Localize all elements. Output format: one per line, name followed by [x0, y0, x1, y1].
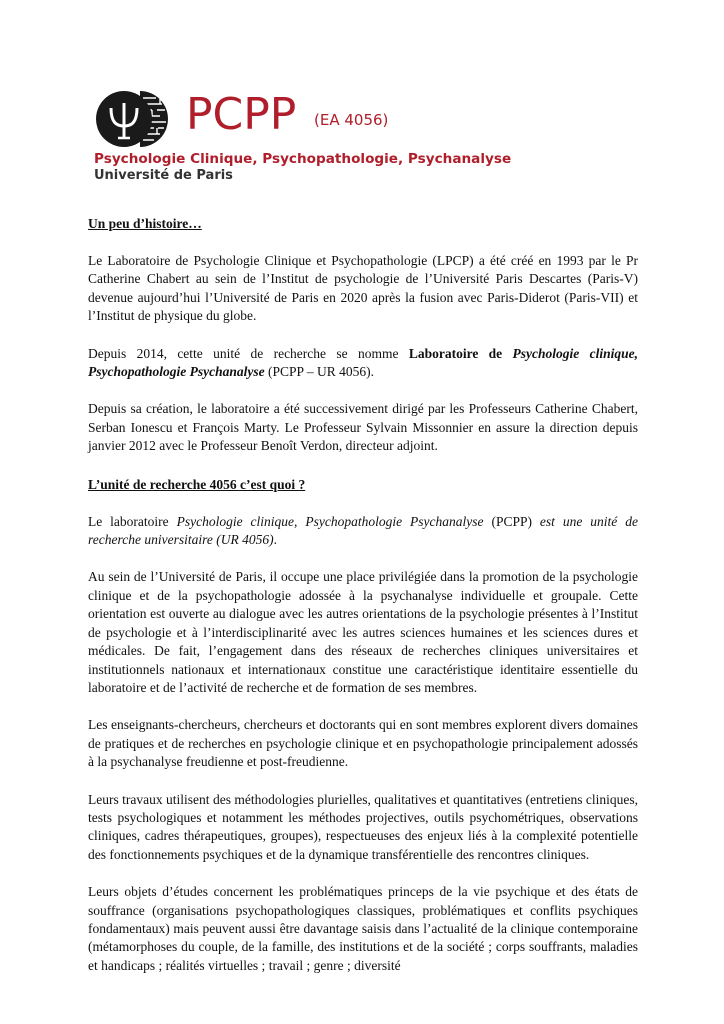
paragraph	[88, 568, 638, 697]
text-run: Psychologie clinique, Psychopathologie Psychanalyse	[88, 345, 638, 380]
text-run: (PCPP)	[483, 513, 540, 529]
logo-acronym: PCPP	[186, 89, 297, 140]
text-run: Psychologie clinique, Psychopathologie Psychanalyse	[176, 513, 484, 529]
paragraph	[88, 252, 638, 326]
pcpp-logo	[94, 88, 554, 192]
paragraph	[88, 883, 638, 975]
text-run: Le laboratoire	[88, 513, 177, 529]
logo-university: Université de Paris	[94, 168, 233, 183]
text-run: Laboratoire de	[408, 345, 513, 361]
text-run: Les enseignants-chercheurs, chercheurs et doctorants qui en sont membres explorent divers domaines de pratiques et de recherches en psychologie clinique et en psychopathologie principalement adossés à la psychanalyse freudienne et post-freudienne.	[88, 717, 638, 770]
logo-subtitle: Psychologie Clinique, Psychopathologie, Psychanalyse	[94, 151, 512, 167]
paragraph	[88, 716, 638, 771]
text-run: Leurs travaux utilisent des méthodologies plurielles, qualitatives et quantitatives (entretiens cliniques, tests psychologiques et notamment les méthodes projectives, outils psychométriques, observations cliniques, cadres thérapeutiques, groupes), respectueuses des enjeux liés à la complexité potentielle des fonctionnements psychiques et de la dynamique transférentielle des rencontres cliniques.	[88, 791, 638, 862]
section-heading: Un peu d’histoire…	[88, 216, 202, 231]
text-run: .	[273, 532, 277, 548]
text-run: Depuis 2014, cette unité de recherche se nomme	[88, 345, 409, 361]
document-body	[88, 214, 638, 994]
paragraph	[88, 513, 638, 550]
text-run: Au sein de l’Université de Paris, il occupe une place privilégiée dans la promotion de la psychologie clinique et de la psychopathologie adossée à la psychanalyse individuelle et groupale. Cette orientation est ouverte au dialogue avec les autres orientations de la psychologie présentes à l’Institut de psychologie et à l’interdisciplinarité avec les autres sciences humaines et les sciences dures et médicales. De fait, l’engagement dans des réseaux de recherches cliniques universitaires et institutionnels nationaux et internationaux constitue une caractéristique identitaire essentielle du laboratoire et de l’activité de recherche et de formation de ses membres.	[88, 569, 638, 695]
logo-code: (EA 4056)	[314, 111, 389, 129]
paragraph	[88, 400, 638, 455]
paragraph	[88, 791, 638, 865]
text-run: est une unité de recherche universitaire (UR 4056)	[88, 513, 638, 548]
text-run: (PCPP – UR 4056).	[264, 364, 375, 380]
text-run: Leurs objets d’études concernent les problématiques princeps de la vie psychique et des états de souffrance (organisations psychopathologiques classiques, problématiques et conflits psychiques fondamentaux) mais peuvent aussi être davantage saisis dans l’actualité de la clinique contemporaine (métamorphoses du couple, de la famille, des institutions et de la société ; corps souffrants, maladies et handicaps ; réalités virtuelles ; travail ; genre ; diversité	[88, 884, 638, 973]
text-run: Le Laboratoire de Psychologie Clinique et Psychopathologie (LPCP) a été créé en 1993 par le Pr Catherine Chabert au sein de l’Institut de psychologie de l’Université Paris Descartes (Paris-V) devenue aujourd’hui l’Université de Paris en 2020 après la fusion avec Paris-Diderot (Paris-VII) et l’Institut de physique du globe.	[88, 253, 638, 324]
paragraph	[88, 345, 638, 382]
psi-lab-emblem-icon	[94, 88, 182, 150]
section-heading: L’unité de recherche 4056 c’est quoi ?	[88, 476, 306, 492]
text-run: Depuis sa création, le laboratoire a été successivement dirigé par les Professeurs Catherine Chabert, Serban Ionescu et François Marty. Le Professeur Sylvain Missonnier en assure la direction depuis janvier 2012 avec le Professeur Benoît Verdon, directeur adjoint.	[88, 401, 638, 454]
